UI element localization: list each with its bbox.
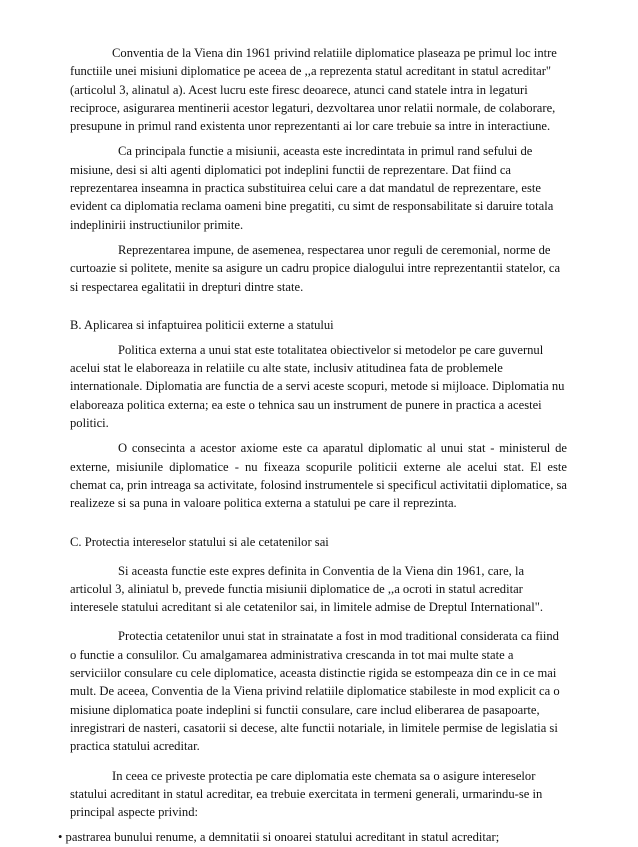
paragraph-foreign-policy: Politica externa a unui stat este totalitatea obiectivelor si metodelor pe care guvernul acelui stat le elaboreaza in relatiile cu alte state, inclusiv atitudinea fata de problemele internationale. Diplomatia are functia de a servi aceste scopuri, metode si mijloace. Diplomatia nu elaboreaza politica externa; ea este o tehnica sau un instrument de punere in practica a acestei politici. (70, 342, 565, 431)
paragraph-consequence: O consecinta a acestor axiome este ca aparatul diplomatic al unui stat - ministerul de externe, misiunile diplomatice - nu fixeaza scopurile politicii externe ale acelui stat. El este chemat ca, prin intreaga sa activitate, folosind instrumentele si specificul activitatii diplomatice, sa realizeze si sa puna in valoare politica externa a statului pe care il reprezinta. (70, 441, 567, 511)
paragraph-protection-function: Si aceasta functie este expres definita in Conventia de la Viena din 1961, care, la articolul 3, aliniatul b, prevede functia misiunii diplomatice de ,,a ocroti in statul acreditar interesele statului acreditant si ale cetatenilor sai, in limitele admise de Dreptul International". (70, 563, 544, 615)
paragraph-vienna-convention: Conventia de la Viena din 1961 privind relatiile diplomatice plaseaza pe primul loc intre functiile unei misiuni diplomatice pe aceea de ,,a reprezenta statul acreditant in statul acreditar" (articolul 3, alinatul a). Acest lucru este firesc deoarece, atunci cand statele intra in legaturi reciproce, asigurarea mentinerii acestor legaturi, dezvoltarea unor relatii normale, de colaborare, presupune in primul rand existenta unor reprezentanti ai lor care trebuie sa intre in interactiune. (70, 46, 557, 134)
paragraph-citizen-protection: Protectia cetatenilor unui stat in strainatate a fost in mod traditional considerata ca fiind o functie a consulilor. Cu amalgamarea administrativa crescanda in tot mai multe state a serviciilor consulare cu cele diplomatice, aceasta distinctie rigida se estompeaza din ce in ce mai mult. De aceea, Conventia de la Viena privind relatiile diplomatice stabileste in mod explicit ca o misiune diplomatica poate indeplini si functii consulare, care includ eliberarea de pasapoarte, inregistrari de nasteri, casatorii si decese, alte functii notariale, in limitele permise de legislatia si practica statului acreditar. (70, 629, 560, 754)
section-heading-c: C. Protectia intereselor statului si ale cetatenilor sai (70, 534, 329, 549)
list-item-bullet: • pastrarea bunului renume, a demnitatii si onoarei statului acreditant in statul acreditar; (58, 830, 500, 845)
section-heading-b: B. Aplicarea si infaptuirea politicii externe a statului (70, 317, 334, 332)
paragraph-principal-function: Ca principala functie a misiunii, aceasta este incredintata in primul rand sefului de misiune, desi si alti agenti diplomatici pot indeplini functii de reprezentare. Dat fiind ca reprezentarea inseamna in practica substituirea celui care a dat mandatul de reprezentare, este evident ca diplomatia reclama oameni bine pregatiti, cu simt de responsabilitate si daruire totala indeplinirii instructiunilor primite. (70, 144, 554, 232)
paragraph-interests-protection: In ceea ce priveste protectia pe care diplomatia este chemata sa o asigure intereselor statului acreditant in statul acreditar, ea trebuie exercitata in termeni generali, urmarindu-se in principal aspecte privind: (70, 768, 543, 820)
paragraph-ceremonial: Reprezentarea impune, de asemenea, respectarea unor reguli de ceremonial, norme de curtoazie si politete, menite sa asigure un cadru propice dialogului intre reprezentantii statelor, ca si respectarea egalitatii in drepturi dintre state. (70, 242, 561, 294)
document-page (58, 44, 567, 847)
